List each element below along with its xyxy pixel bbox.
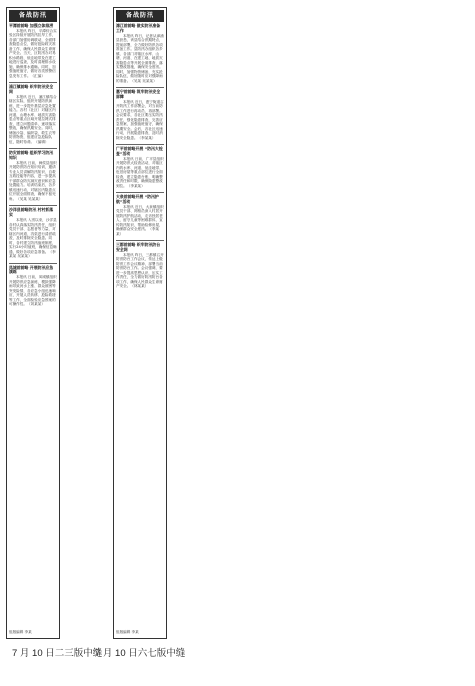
divider	[116, 240, 164, 241]
article-title: 浦江镇前略 织牢防汛安全网	[9, 84, 54, 95]
article-title: 漳江前前略 做实防汛准备工作	[116, 23, 161, 33]
divider	[116, 87, 164, 88]
article-title: 防灾前前略 组织学习防汛知识	[9, 150, 54, 161]
article	[116, 195, 164, 236]
divider	[9, 205, 57, 206]
article	[9, 208, 57, 258]
article	[9, 24, 57, 78]
article-body: 本报讯 近日，大泉镇组织党员干部、网格员深入村居开展防汛护航活动，走访独居老人、留守儿童等困难群体，宣传防汛知识，帮助检修房屋，确保群众安全度汛。（李某某）	[116, 204, 164, 236]
article-body: 本报讯 入汛以来，沙洋县各村认真落实防汛责任，组织党员干部、志愿者等力量，对辖区内河道、沟渠进行清淤疏浚，及时排除安全隐患。同时，各村建立防汛值班制度，实行24小时值班，确保信息畅通，做好各项应急准备。（李某某 吴某某）	[9, 218, 57, 259]
article-title: 广平前前略开展 “防汛大检查”活动	[116, 146, 163, 156]
article-title: 大泉前前略开展 “防汛护航”活动	[116, 194, 159, 205]
article	[9, 266, 57, 307]
section-header: 备战防汛	[116, 10, 164, 22]
article-title: 平潭前前略 加强立体排涝	[9, 23, 54, 28]
article	[9, 151, 57, 201]
newspaper-clip-right	[113, 7, 167, 639]
article-body: 本报讯 昨日，平潭综合实验区持续开展防汛抗旱工作，各部门加强协调联动，全面排查隐患点位，做好抢险救灾准备工作，确保人民群众生命财产安全。当天，区防汛办对易积水路段、低洼地带及在建工地进行巡查，及时清理排水设施，确保排水通畅。同时，加强值班值守，做好各类预警信息发布工作。（汇编）	[9, 28, 57, 78]
clip-caption: 7 月 10 日二三版中缝	[12, 648, 103, 659]
article-title: 三都前前略 织牢防汛防台安全网	[116, 242, 161, 253]
article-title: 凤城前前略 开展防汛应急演练	[9, 264, 54, 275]
divider	[116, 144, 164, 145]
section-header: 备战防汛	[9, 10, 57, 22]
article	[116, 90, 164, 140]
article-column	[114, 23, 166, 293]
divider	[116, 192, 164, 193]
article-body: 本报讯 昨日，三都镇召开防汛防台工作会议，传达上级防汛工作会议精神，部署当前防汛防台工作。会议强调，要进一步提高思想认识，压实工作责任，全力做好防汛防台各项工作，确保人民群众生命财产安全。（林某某）	[116, 252, 164, 289]
article-body: 本报讯 日前，闽侯县组织开展防汛防台知识培训，邀请专业人员讲解防汛知识、自救互救技能等内容，进一步提高干部群众防灾减灾意识和应急处置能力。培训结束后，各乡镇迅速行动，对辖区内隐患点位开展全面排查，确保不留死角。（吴某 吴某某）	[9, 160, 57, 201]
article	[9, 85, 57, 144]
editor-credit: 组版编辑 李某	[9, 630, 32, 634]
newspaper-clip-left	[6, 7, 60, 639]
article	[116, 243, 164, 289]
article	[116, 147, 164, 188]
article-title: 惠宁前前略 筑牢防汛安全屏障	[116, 89, 161, 99]
article-title: 沙洋县前略防汛 村村抓落实	[9, 207, 54, 218]
divider	[9, 148, 57, 149]
article-column	[7, 23, 59, 311]
editor-credit: 组版编辑 李某	[116, 630, 139, 634]
article	[116, 24, 164, 83]
article-body: 本报讯 昨日，记者从漳浦县获悉，该县结合汛期特点，提前部署，全力做好防汛各项准备工作。县防汛办组织各乡镇、各部门对辖区水库、山塘、河道、在建工地、地质灾害隐患点等开展全面排查，落实整改措施，确保安全度汛。同时，加强物资储备，充实抢险队伍，做好随时应对强降雨的准备。（吴某 吴某某）	[116, 33, 164, 83]
article-body: 本报讯 近日，惠宁街道召开防汛工作部署会，对当前防汛工作进行再动员、再部署。会议要求，各社区要压实防汛责任，强化隐患排查，完善应急预案，加强值班值守，确保汛期安全。会后，各社区迅速行动，开展隐患排查，及时消除安全隐患。（李某某）	[116, 99, 164, 140]
article-body: 本报讯 近日，浦江镇结合辖区实际，组织开展防汛演练，进一步提升基层应急处置能力。各村（社区）对辖区内河道、山塘水库、地质灾害隐患点等重点区域开展拉网式排查，建立问题清单，逐项落实整改，确保汛期安全。同时，储备沙袋、编织袋、救生衣等防汛物资，组建应急抢险队伍，随时待命。（编辑）	[9, 94, 57, 144]
divider	[9, 263, 57, 264]
article-body: 本报讯 日前，广平县组织开展防汛大检查活动，对辖区内的水库、河道、低洼地带、危旧房屋等重点部位进行全面检查，建立隐患台账，明确整改责任和时限，确保隐患整改到位。（李某某）	[116, 156, 164, 188]
divider	[9, 82, 57, 83]
clip-caption: 7 月 10 日六七版中缝	[95, 648, 186, 659]
article-body: 本报讯 日前，凤城镇组织开展防汛应急演练，模拟强降雨导致河水上涨、群众被困等突发险情，各应急小组迅速响应，开展人员转移、抢险救援等工作，全面检验应急预案的可操作性。（刘某某）	[9, 275, 57, 307]
